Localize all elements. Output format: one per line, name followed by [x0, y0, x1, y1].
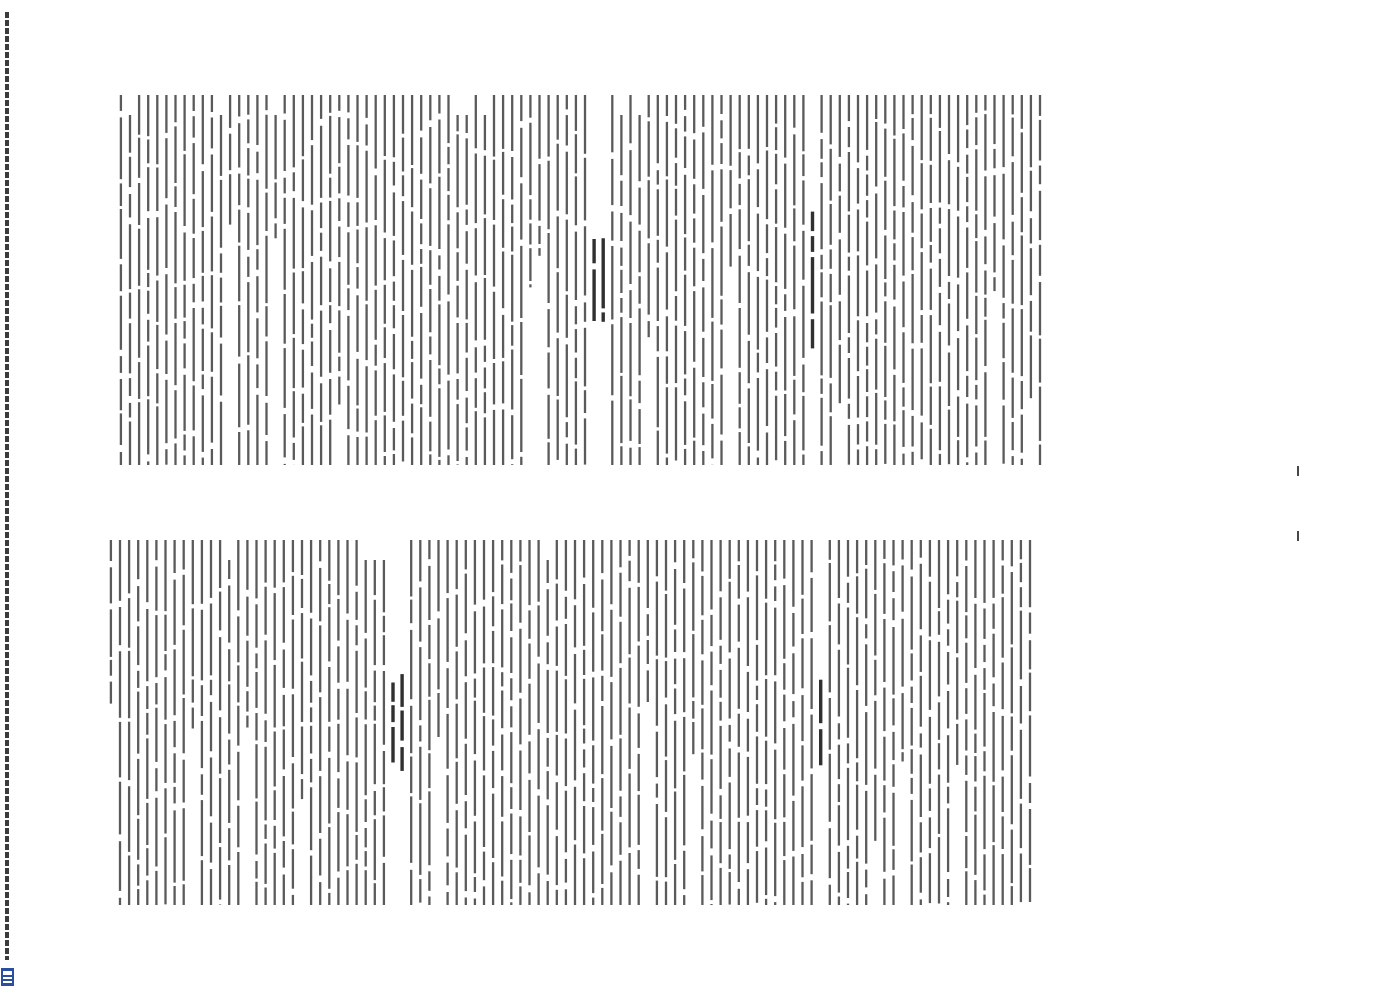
dfg-logo-icon: [1, 968, 14, 986]
